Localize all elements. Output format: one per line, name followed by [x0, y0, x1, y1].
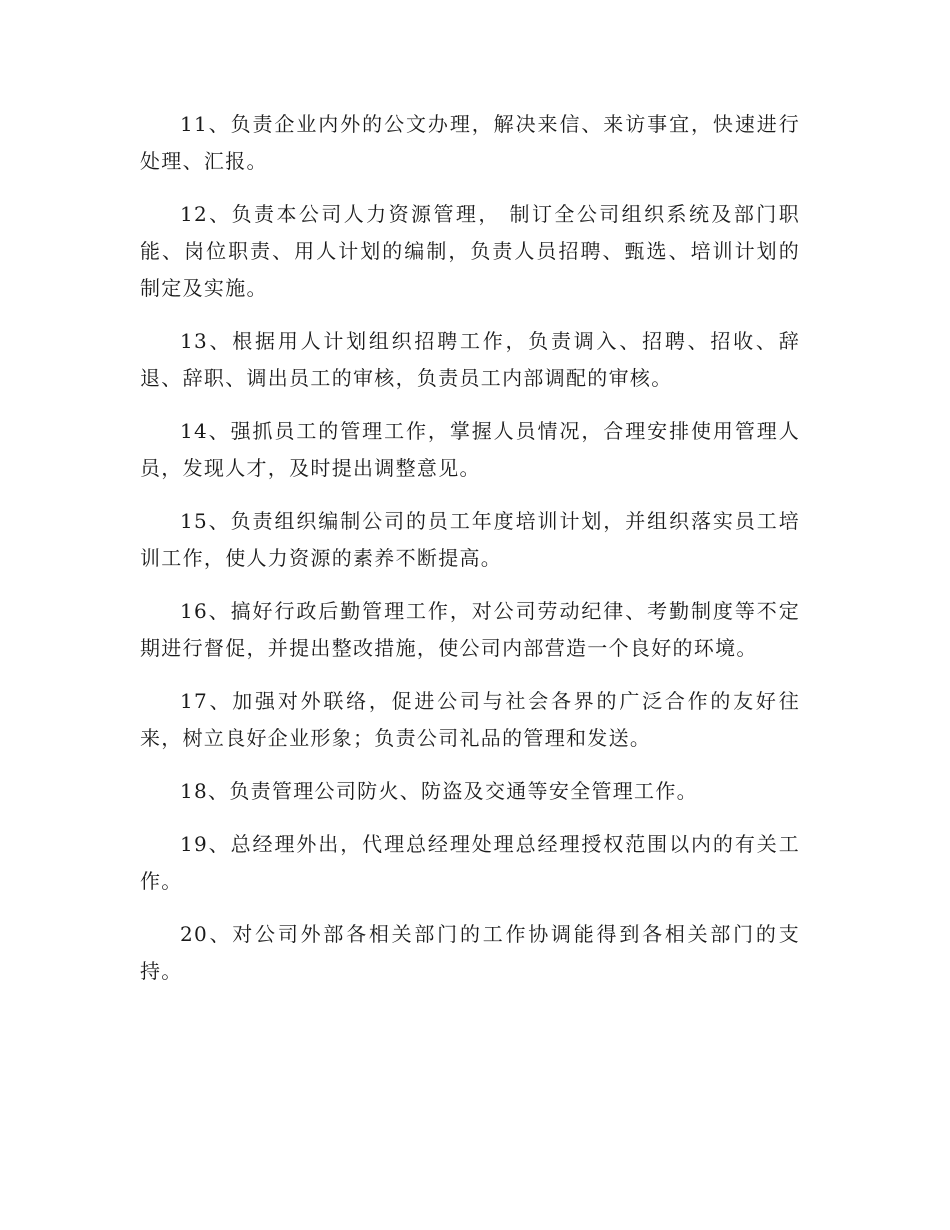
paragraph-item-19: 19、总经理外出，代理总经理处理总经理授权范围以内的有关工作。	[140, 832, 800, 893]
document-body	[140, 106, 800, 1006]
paragraph-item-12: 12、负责本公司人力资源管理， 制订全公司组织系统及部门职能、岗位职责、用人计划的编制，负责人员招聘、甄选、培训计划的制定及实施。	[140, 202, 800, 300]
paragraph-item-17: 17、加强对外联络，促进公司与社会各界的广泛合作的友好往来，树立良好企业形象；负责公司礼品的管理和发送。	[140, 689, 800, 750]
paragraph-item-18: 18、负责管理公司防火、防盗及交通等安全管理工作。	[180, 779, 698, 803]
paragraph-item-16: 16、搞好行政后勤管理工作，对公司劳动纪律、考勤制度等不定期进行督促，并提出整改措施，使公司内部营造一个良好的环境。	[140, 599, 800, 660]
paragraph-item-20: 20、对公司外部各相关部门的工作协调能得到各相关部门的支持。	[140, 922, 800, 983]
paragraph-item-11: 11、负责企业内外的公文办理，解决来信、来访事宜，快速进行处理、汇报。	[140, 112, 800, 173]
paragraph-item-13: 13、根据用人计划组织招聘工作，负责调入、招聘、招收、辞退、辞职、调出员工的审核，负责员工内部调配的审核。	[140, 329, 800, 390]
paragraph-item-14: 14、强抓员工的管理工作，掌握人员情况，合理安排使用管理人员，发现人才，及时提出调整意见。	[140, 419, 800, 480]
paragraph-item-15: 15、负责组织编制公司的员工年度培训计划，并组织落实员工培训工作，使人力资源的素养不断提高。	[140, 509, 800, 570]
